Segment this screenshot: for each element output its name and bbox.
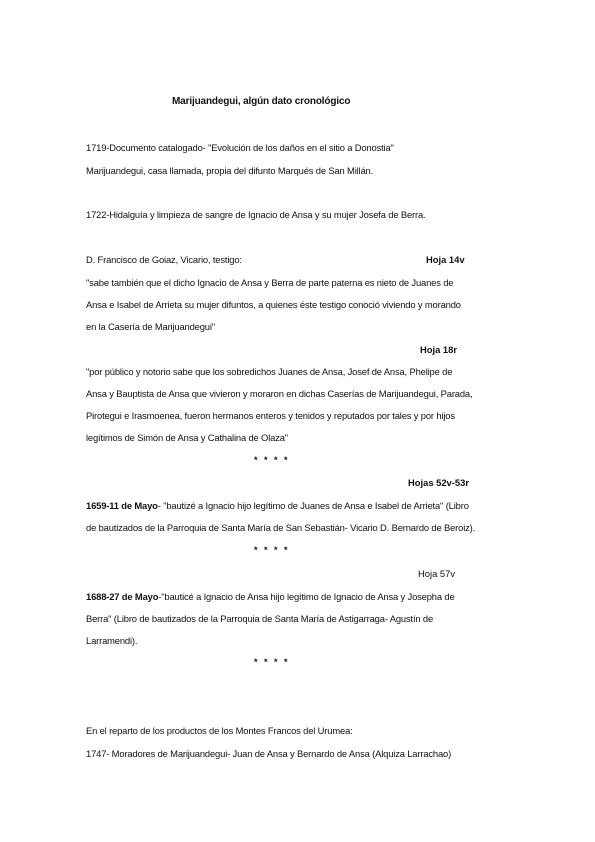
reparto-heading: En el reparto de los productos de los Montes Francos del Urumea: bbox=[86, 725, 353, 736]
folio-reference: Hoja 18r bbox=[420, 344, 457, 355]
entry-1659-line1 bbox=[86, 500, 469, 511]
page-title: Marijuandegui, algún dato cronológico bbox=[172, 96, 351, 107]
quote-line: Pirotegui e Irasmoenea, fueron hermanos enteros y tenidos y reputados por tales y por hijos bbox=[86, 410, 455, 421]
section-separator: * * * * bbox=[254, 657, 290, 667]
entry-1719-line1: 1719-Documento catalogado- "Evolución de los daños en el sitio a Donostia" bbox=[86, 142, 394, 153]
quote-line: Ansa y Bauptista de Ansa que vivieron y moraron en dichas Caserías de Marijuandegui, Parada, bbox=[86, 388, 473, 399]
entry-text: -"bauticé a Ignacio de Ansa hijo legítimo de Ignacio de Ansa y Josepha de bbox=[158, 591, 455, 602]
quote-line: "por público y notorio sabe que los sobredichos Juanes de Ansa, Josef de Ansa, Phelipe de bbox=[86, 366, 453, 377]
entry-1688-line1 bbox=[86, 591, 455, 602]
folio-reference: Hoja 57v bbox=[418, 568, 456, 579]
entry-text: - "bautizé a Ignacio hijo legítimo de Juanes de Ansa e Isabel de Arrieta" (Libro bbox=[157, 500, 469, 511]
quote-line: "sabe también que el dicho Ignacio de Ansa y Berra de parte paterna es nieto de Juanes de bbox=[86, 277, 454, 288]
entry-1722: 1722-Hidalguía y limpieza de sangre de Ignacio de Ansa y su mujer Josefa de Berra. bbox=[86, 209, 426, 220]
entry-1719-line2: Marijuandegui, casa llamada, propia del difunto Marqués de San Millán. bbox=[86, 165, 374, 176]
entry-1747: 1747- Moradores de Marijuandegui- Juan de Ansa y Bernardo de Ansa (Alquiza Larrachao) bbox=[86, 748, 452, 759]
witness-name: D. Francisco de Goiaz, Vicario, testigo: bbox=[86, 254, 242, 265]
entry-1688-line3: Larramendi). bbox=[86, 635, 138, 646]
section-separator: * * * * bbox=[254, 545, 290, 555]
section-separator: * * * * bbox=[254, 455, 290, 465]
quote-line: Ansa e Isabel de Arrieta su mujer difuntos, a quienes éste testigo conoció viviendo y morando bbox=[86, 299, 461, 310]
entry-date: 1659-11 de Mayo bbox=[86, 500, 158, 511]
entry-date: 1688-27 de Mayo bbox=[86, 591, 159, 602]
folio-reference: Hojas 52v-53r bbox=[408, 477, 469, 488]
folio-reference: Hoja 14v bbox=[426, 254, 465, 265]
entry-1688-line2: Berra" (Libro de bautizados de la Parroquia de Santa María de Astigarraga- Agustín de bbox=[86, 613, 434, 624]
entry-1659-line2: de bautizados de la Parroquia de Santa María de San Sebastián- Vicario D. Bernardo de Beroiz). bbox=[86, 522, 476, 533]
quote-line: en la Casería de Marijuandegui" bbox=[86, 321, 215, 332]
quote-line: legítimos de Simón de Ansa y Cathalina de Olaza" bbox=[86, 432, 288, 443]
